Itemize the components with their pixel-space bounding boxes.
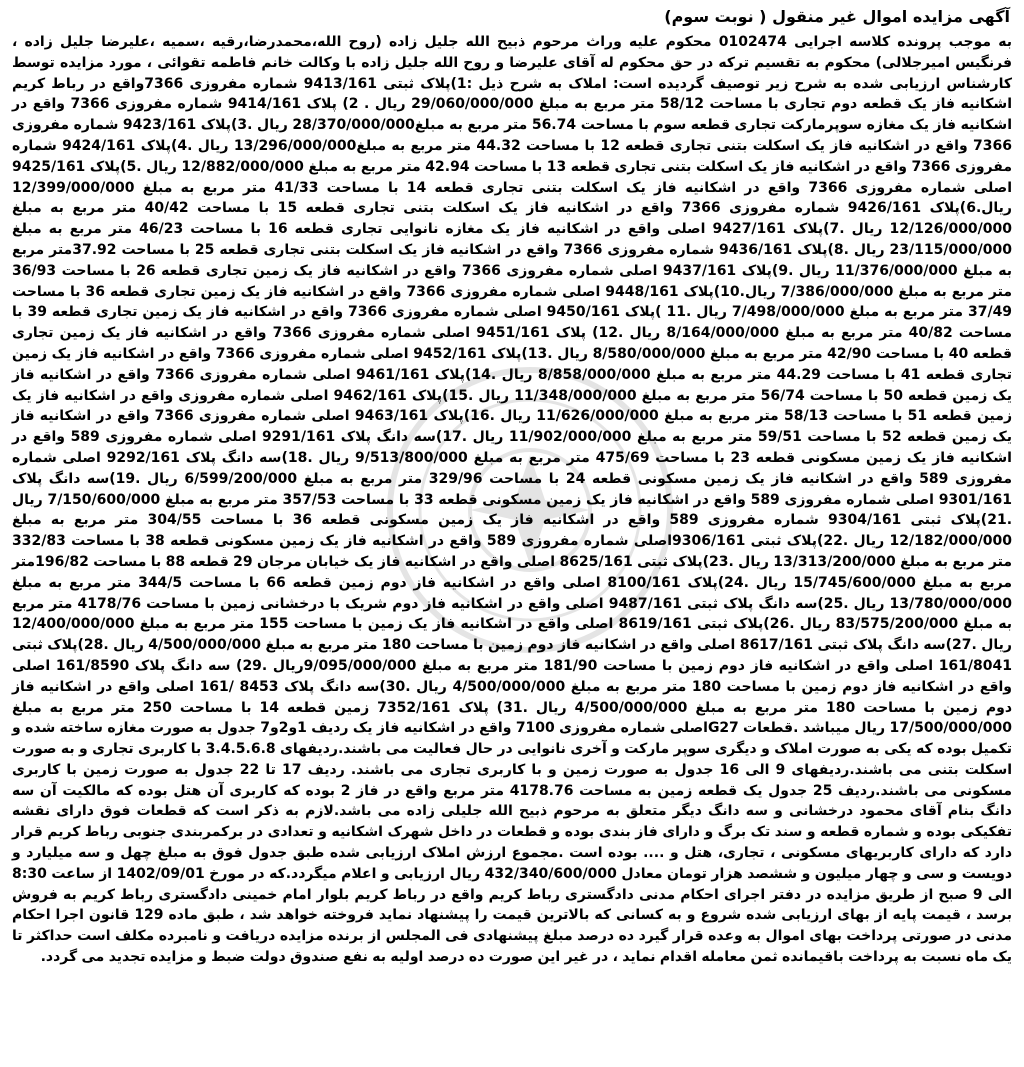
- notice-body: به موجب پرونده کلاسه اجرایی 0102474 محکوم علیه وراث مرحوم ذبیح الله جلیل زاده (روح الله،محمدرضا،رقیه ،سمیه ،علیرضا جلیل زاده ، فرنگیس امیرجلالی) محکوم به تقسیم ترکه در حق محکوم له آقای علیرضا و روح الله جلیل زاده با وکالت خانم فاطمه تقوائی ، مورد مزایده توسط کارشناس ارزیابی شده به شرح زیر توصیف گردیده است: املاک به شرح ذیل :1)پلاک ثبتی 9413/161 شماره مفروزی 7366واقع در رباط کریم اشکانیه فاز یک قطعه دوم تجاری با مساحت 58/12 متر مربع به مبلغ 29/060/000/000 ریال . 2) پلاک 9414/161 شماره مفروزی 7366 واقع در اشکانیه فاز یک مغازه سوپرمارکت تجاری قطعه سوم با مساحت 56.74 متر مربع به مبلغ28/370/000/000 ریال .3)پلاک 9423/161 شماره مفروزی 7366 واقع در اشکانیه فاز یک اسکلت بتنی تجاری قطعه 12 با مساحت 44.32 متر مربع به مبلغ13/296/000/000 ریال .4)پلاک 9424/161 شماره مفروزی 7366 واقع در اشکانیه فاز یک اسکلت بتنی تجاری قطعه 13 با مساحت 42.94 متر مربع به مبلغ 12/882/000/000 ریال .5)پلاک 9425/161 اصلی شماره مفروزی 7366 واقع در اشکانیه فاز یک اسکلت بتنی تجاری قطعه 14 با مساحت 41/33 متر مربع به مبلغ 12/399/000/000 ریال.6)پلاک 9426/161 شماره مفروزی 7366 واقع در اشکانیه فاز یک اسکلت بتنی تجاری قطعه 15 با مساحت 40/42 متر مربع به مبلغ 12/126/000/000 ریال .7)پلاک 9427/161 اصلی واقع در اشکانیه فاز یک مغازه نانوایی تجاری قطعه 16 با مساحت 46/23 متر مربع به مبلغ 23/115/000/000 ریال .8)پلاک 9436/161 شماره مفروزی 7366 واقع در اشکانیه فاز یک اسکلت بتنی تجاری قطعه 25 با مساحت 37.92متر مربع به مبلغ 11/376/000/000 ریال .9)پلاک 9437/161 اصلی شماره مفروزی 7366 واقع در اشکانیه فاز یک زمین تجاری قطعه 26 با مساحت 36/93 متر مربع به مبلغ 7/386/000/000 ریال.10)پلاک 9448/161 اصلی شماره مفروزی 7366 واقع در اشکانیه فاز یک زمین تجاری قطعه 36 با مساحت 37/49 متر مربع به مبلغ 7/498/000/000 ریال .11 )پلاک 9450/161 اصلی شماره مفروزی 7366 واقع در اشکانیه فاز یک زمین تجاری قطعه 39 با مساحت 40/82 متر مربع به مبلغ 8/164/000/000 ریال .12) پلاک 9451/161 اصلی شماره مفروزی 7366 واقع در اشکانیه فاز یک زمین تجاری قطعه 40 با مساحت 42/90 متر مربع به مبلغ 8/580/000/000 ریال .13)پلاک 9452/161 اصلی شماره مفروزی 7366 واقع در اشکانیه فاز یک زمین تجاری قطعه 41 با مساحت 44.29 متر مربع به مبلغ 8/858/000/000 ریال .14)پلاک 9461/161 اصلی شماره مفروزی 7366 واقع در اشکانیه فاز یک زمین قطعه 50 با مساحت 56/74 متر مربع به مبلغ 11/348/000/000 ریال .15)پلاک 9462/161 اصلی شماره مفروزی واقع در اشکانیه فاز یک زمین قطعه 51 با مساحت 58/13 متر مربع به مبلغ 11/626/000/000 ریال .16)پلاک 9463/161 اصلی شماره مفروزی 7366 واقع در اشکانیه فاز یک زمین قطعه 52 با مساحت 59/51 متر مربع به مبلغ 11/902/000/000 ریال .17)سه دانگ پلاک 9291/161 اصلی شماره مفروزی 589 واقع در اشکانیه فاز یک زمین مسکونی قطعه 23 با مساحت 475/69 متر مربع به مبلغ 9/513/800/000 ریال .18)سه دانگ پلاک 9292/161 اصلی شماره مفروزی 589 واقع در اشکانیه فاز یک زمین مسکونی قطعه 24 با مساحت 329/96 متر مربع به مبلغ 6/599/200/000 ریال .19)سه دانگ پلاک 9301/161 اصلی شماره مفروزی 589 واقع در اشکانیه فاز یک زمین مسکونی قطعه 33 با مساحت 357/53 متر مربع به مبلغ 7/150/600/000 ریال .21)پلاک ثبتی 9304/161 شماره مفروزی 589 واقع در اشکانیه فاز یک زمین مسکونی قطعه 36 با مساحت 304/55 متر مربع به مبلغ 12/182/000/000 ریال .22)پلاک ثبتی 9306/161اصلی شماره مفروزی 589 واقع در اشکانیه فاز یک زمین مسکونی قطعه 38 با مساحت 332/83 متر مربع به مبلغ 13/313/200/000 ریال .23)پلاک ثبتی 8625/161 اصلی واقع در اشکانیه فاز یک خیابان مرجان 29 قطعه 88 با مساحت 196/82متر مربع به مبلغ 15/745/600/000 ریال .24)پلاک 8100/161 اصلی واقع در اشکانیه فاز دوم زمین قطعه 66 با مساحت 344/5 متر مربع به مبلغ 13/780/000/000 ریال .25)سه دانگ پلاک ثبتی 9487/161 اصلی واقع در اشکانیه فاز دوم شریک با درخشانی زمین با مساحت 4178/76 متر مربع به مبلغ 83/575/200/000 ریال .26)پلاک ثبتی 8619/161 اصلی واقع در اشکانیه فاز یک زمین با مساحت 155 متر مربع به مبلغ 12/400/000/000 ریال .27)سه دانگ پلاک ثبتی 8617/161 اصلی واقع در اشکانیه فاز دوم زمین با مساحت 180 متر مربع به مبلغ 4/500/000/000 ریال .28)پلاک ثبتی 161/8041 اصلی واقع در اشکانیه فاز دوم زمین با مساحت 181/90 متر مربع به مبلغ 9/095/000/000ریال .29) سه دانگ پلاک 161/8590 اصلی واقع در اشکانیه فاز دوم زمین با مساحت 180 متر مربع به مبلغ 4/500/000/000 ریال .30)سه دانگ پلاک 8453 /161 اصلی واقع در اشکانیه فاز دوم زمین با مساحت 180 متر مربع به مبلغ 4/500/000/000 ریال .31) پلاک 7352/161 زمین قطعه 14 با مساحت 250 متر مربع به مبلغ 17/500/000/000 ریال میباشد .قطعات G27اصلی شماره مفروزی 7100 واقع در اشکانیه فاز یک ردیف 1و2و7 جدول به صورت مغازه ساخته شده و تکمیل بوده که یکی به صورت املاک و دیگری سوپر مارکت و آخری نانوایی در حال فعالیت می باشند.ردیفهای 3.4.5.6.8 با کاربری تجاری و به صورت اسکلت بتنی می باشند.ردیفهای 9 الی 16 جدول به صورت زمین و با کاربری تجاری می باشند. ردیف 17 تا 22 جدول به صورت زمین با کاربری مسکونی می باشند.ردیف 25 جدول یک قطعه زمین به مساحت 4178.76 متر مربع واقع در فاز 2 بوده که کاربری آن هتل بوده که مالکیت آن سه دانگ بنام آقای محمود درخشانی و سه دانگ دیگر متعلق به مرحوم ذبیح الله جلیلی زاده می باشد.لازم به ذکر است که قطعات فوق دارای نقشه تفکیکی بوده و شماره قطعه و سند تک برگ و دارای فاز بندی بوده و قطعات در داخل شهرک اشکانیه و تعدادی در برکمربندی جنوبی رباط کریم قرار دارد که دارای کاربریهای مسکونی ، تجاری، هتل و .... بوده است .مجموع ارزش املاک ارزیابی شده طبق جدول فوق به مبلغ چهل و سه میلیارد و دویست و سی و چهار میلیون و ششصد هزار تومان معادل 432/340/600/000 ریال ارزیابی و اعلام میگردد.که در مورخ 1402/09/01 از ساعت 8:30 الی 9 صبح از طریق مزایده در دفتر اجرای احکام مدنی دادگستری رباط کریم واقع در رباط کریم بلوار امام خمینی دادگستری رباط کریم به فروش برسد ، قیمت پایه از بهای ارزیابی شده شروع و به کسانی که بالاترین قیمت را پیشنهاد نماید فروخته خواهد شد ، طبق ماده 129 قانون اجرا احکام مدنی در صورتی پرداخت بهای اموال به وعده قرار گیرد ده درصد مبلغ پیشنهادی فی المجلس از برنده مزایده دریافت و نامبرده مکلف است حداکثر تا یک ماه نسبت به پرداخت باقیمانده ثمن معامله اقدام نماید ، در غیر این صورت ده درصد اولیه به نفع صندوق دولت ضبط و مزایده تجدید می گردد.: [12, 34, 1013, 966]
- notice-title: آگهی مزایده اموال غیر منقول ( نوبت سوم): [664, 7, 1010, 26]
